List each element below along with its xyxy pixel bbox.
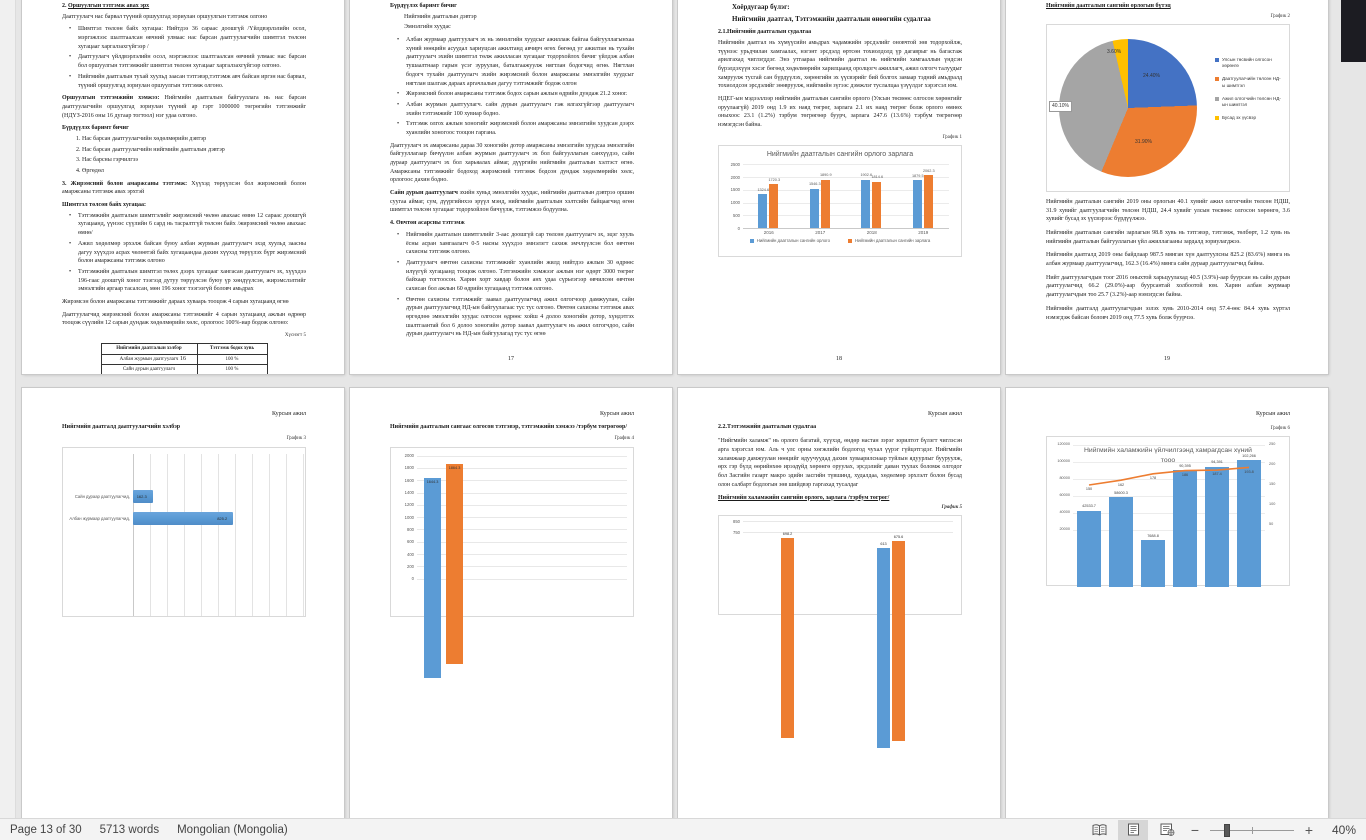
list-item: • Тэтгэмж олгох ажлын хоногийг жирэмсний болон амаржсаны эмнэлгийн хуудсан дээрх хуанлийн хоногоос тооцон гаргана.	[404, 120, 634, 137]
page-16-content	[62, 2, 306, 375]
status-bar	[0, 818, 1366, 840]
dark-corner-overlay	[1341, 0, 1366, 62]
page-22-content	[718, 410, 962, 615]
page-indicator[interactable]: Page 13 of 30	[10, 823, 82, 836]
sub-heading: 2.2.Тэтгэмжийн даатгалын судалгаа	[718, 423, 817, 430]
zoom-out-button[interactable]: −	[1190, 821, 1200, 838]
list-item: 4. Өргөдөл	[76, 168, 104, 174]
list-item: • Тэтгэмжийн даатгалын шимтгэлийг жирэмсний чөлөө авахаас өмнө 12 сараас доошгүй хугацаанд, үүнээс сүүлийн 6 сард нь тасралтгүй төлсөн байх /жирэмсний чөлөө авахаас өмнө/	[76, 212, 306, 238]
table-cell: Албан журмын даатгуулагч	[101, 354, 197, 364]
page-20-content	[62, 410, 306, 617]
sub-heading: Бүрдүүлэх баримт бичиг	[62, 125, 129, 132]
zoom-in-button[interactable]: +	[1304, 821, 1314, 838]
list-item: • Шимтгэл төлсөн байх хугацаа: Нийтдээ 36 сараас доошгүй /Үйлдвэрлэлийн осол, мэргэжлээс шалтгаалсан өвчний улмаас нас барсан даатгуулагчийн шимтгэл төлсөн хугацааг харгалзахгүйгээр /	[76, 25, 306, 51]
chapter-subheading: Нийгмийн даатгал, Тэтгэмжийн даатгалын өнөөгийн судалгаа	[732, 15, 931, 24]
sub-heading: Нийгмийн халамжийн сангийн орлого, зарлага /тэрбум төгрөг/	[718, 494, 890, 501]
table-cell: 100 %	[197, 364, 267, 374]
window-left-strip	[0, 0, 16, 818]
table-caption: Хүснэгт 5	[284, 333, 306, 338]
list-item: • Даатгуулагч өвчтөн сахисны тэтгэмжийг хуанлийн жилд нийтдээ ажлын 30 өдрөөс илүүгүй хугацаанд тооцож олгоно. Тэтгэмжийн хэмжээг ажлын нэг өдөрт 3000 төгрөг байхаар тогтоосон. Харин хорт хавдар болон анх удаа сүрьеэгээр өвчилсөн өвчтөн сахисан бол ажлын 60 өдрийн хугацаанд тэтгэмж олгоно.	[404, 259, 634, 294]
table-header-cell: Тэтгэмж бодох хувь	[197, 344, 267, 354]
section-number: 2.	[62, 3, 67, 9]
chart-caption: График 5	[941, 505, 962, 511]
list-item: • Нийгмийн даатгалын шимтгэлийг 3-аас доошгүй сар төлсөн даатгуулагч эх, эцэг хууль ёсны асран хамгаалагч 0-5 насны хүүхдээ эмнэлэгт сахиж эмчлүүлсэн бол өвчтөн сахисны тэтгэмж олгоно.	[404, 231, 634, 257]
pension-benefit-bar-chart[interactable]: 2000 1800 1600 1400 1200 1000 800 600 400 200 0 1644.3 1864.3	[390, 447, 634, 617]
chart-caption: График 3	[286, 436, 306, 442]
paragraph: Даатгуулагч нас барвал түүний оршуулгад зориулан оршуулгын тэтгэмж олгоно	[62, 13, 268, 20]
paragraph: "Нийгмийн халамж" нь орлого багатай, хүүхэд, өндөр настан зэрэг зорилтот бүлэгт чиглэсэн арга хэрэгсэл юм. Аль ч улс орны хөгжлийн бодлогод чухал үүрэг гүйцэтгэдэг. Нийгмийн халамжаар дамжуулан нөөцийг ядуучуудад дахин хуваарилснаар туйлын ядуурлыг бууруулж, өрх гэр бүлд өөрийнхөө ирээдүйд хөрөнгө оруулах, эрсдэлийг даван туулах боломж олгодог бол Засгийн газарт макро эдийн засгийн түвшинд, худалдаа, хөдөлмөр эрхлэлт болон бусад олон салбарт бодлогын зөв шийдвэр гаргахад тусалдаг	[718, 438, 962, 488]
sub-heading: Шимтгэл төлсөн байх хугацаа:	[62, 202, 146, 209]
paragraph: Нийгмийн даатгалд даатгуулагчдын эзлэх хувь 2010-2014 онд 57.4-өөс 84.4 хувь хүртэл нэмэгдэж байсан боловч 2019 онд 77.5 хувь болж буурчээ.	[1046, 305, 1290, 321]
chart-caption: График 6	[1270, 425, 1290, 431]
page-16[interactable]	[22, 0, 344, 374]
sub-heading: Бүрдүүлэх баримт бичиг	[390, 3, 457, 9]
page-22[interactable]	[678, 388, 1000, 840]
bullet-list	[76, 25, 306, 90]
table-cell: Сайн дурын даатгуулагч	[101, 364, 197, 374]
paragraph: Сайн дурын даатгуулагч эхийн хувьд эмнэлгийн хуудас, нийгмийн даатгалын дэвтрээ оршин суугаа аймаг, сум, дүүргийнхээ эрүүл мэнд, нийгмийн даатгалын хэлтсийн байцаагчид өгөн шимтгэл төлсөн хугацааг тодорхойлон бичүүлж, тэтгэмжээ бодуулна.	[390, 190, 635, 214]
list-item: 1. Нас барсан даатгуулагчийн хөдөлмөрийн дэвтэр	[76, 135, 207, 142]
running-header: Курсын ажил	[928, 411, 962, 417]
numbered-list	[62, 135, 306, 176]
paragraph: Нийгмийн даатгалд 2019 оны байдлаар 987.5 мянган хүн даатгуулсны 825.2 (83.6%) мянга нь албан журмаар даатгуулагчид, 162.3 (16.4%) мянга сайн дураар даатгуулагчид байна.	[1046, 252, 1290, 268]
list-item: 2. Нас барсан даатгуулагчийн нийгмийн даатгалын дэвтэр	[76, 146, 225, 153]
running-header: Курсын ажил	[600, 411, 634, 417]
page-number: 18	[836, 356, 842, 362]
zoom-percentage[interactable]: 40%	[1331, 822, 1356, 837]
welfare-coverage-combo-chart[interactable]: Нийгмийн халамжийн үйлчилгээнд хамрагдсан хүний тооо 120000 100000 80000 60000 40000 20000 250 200 150 100 50 42533.7 58600.3 7688.8 90,395 94,391 102,266 150 162 178 186 187.4 193.8	[1046, 436, 1290, 586]
sub-heading: Нийгмийн даатгалд даатгуулагчийн хэлбэр	[62, 423, 181, 430]
paragraph: Даатгуулагч эх амаржсаны дараа 30 хоногийн дотор амаржсаны эмнэлгийн хуудсаа эмнэлгийн байгууллагаар бичүүлэн албан журмын даатгуулагч эх бол байгууллагын санхүүдээ, сайн дураар даатгуулагч эх бол харьяалах аймаг, дүүргийн нийгмийн даатгалын хэлтэст өгнө. Амаржсаны тэтгэмжийг бодоход жирэмсний тэтгэмж бодсон дундаж хөдөлмөрийн хөлс, орлогоос дахин бодно.	[390, 142, 634, 184]
web-layout-button[interactable]	[1152, 820, 1182, 840]
list-item: • Нийгмийн даатгалын тухай хуульд заасан тэтгэвэр,тэтгэмж авч байсан иргэн нас барвал, түүний оршуулгад зориулан оршуулгын тэтгэмж олгоно.	[76, 73, 306, 90]
list-item: • Тэтгэмжийн даатгалын шимтгэл төлөх дээрх хугацааг хангасан даатгуулагч эх, хүүхдээ 196-гаас доошгүй хоног тээгээд дутуу төрүүлсэн буюу үр хөндүүлсэн, жирэмслэлтийг эмнэлгийн аргаар тасалсан, мөн 196 хоног тээгээгүй боловч амьдрах	[76, 268, 306, 294]
list-item: • Өвчтөн сахисны тэтгэмжийг заавал даатгуулагчид ажил олгогчоор дамжуулан, сайн дурын даатгуулагчид НД-ын байгуулагаас тус тус олгоно. Өвчтөн сахисны тэтгэмж авах өргөдлөө эмнэлгийн хуудас олгосон өдрөөс хойш 4 долоо хоногийн дотор, хүндэтгэх шалтгаантай бол 6 долоо хоногийн дотор заавал даатгуулагч нь ажил олгогчдоо, сайн дурын даатгуулагч нь НД-ын байгуулагад тус тус өгнө	[404, 296, 634, 339]
paragraph: Нийгмийн даатгалын сангийн 2019 оны орлогын 40.1 хувийг ажил олгогчийн төлсөн НДШ, 31.9 хувийг даатгуулагчийн төлсөн НДШ, 24.4 хувийг улсын төсвөөс олгосон хөрөнгө, 3.6 хувийг бусад эх үүсвэрээс бүрдүүлжээ.	[1046, 198, 1290, 223]
sub-heading: Нийгмийн даатгалын сангийн орлогын бүтэц	[1046, 3, 1171, 9]
page-23[interactable]	[1006, 388, 1328, 840]
income-expense-bar-chart[interactable]: Нийгмийн даатгалын сангийн орлого зарлага 0 500 1000 1500 2000 2500 2016 1324.6 1720.3 2017 1546.3 1890.9 2018 1902.6 1814.6 2019 1879.5 2062.3 Нийгмийн даатгалын сангийн орлого Нийгмийн даатгалын сангийн зарлага	[718, 145, 962, 257]
list-item: • Жирэмсний болон амаржсаны тэтгэмж бодох сарын ажлын өдрийн дундаж 21.2 хоног.	[404, 90, 634, 99]
income-structure-pie-chart[interactable]: 24.40% 31.90% 40.10% 3.60% Улсын төсвийн олгосон хөрөнгө Даатгуулагчийн төлсөн НД-ы шимтгэл Ажил олгогчийн төлсөн НД-ын шимтгэл Бусад эх үүсвэр	[1046, 24, 1290, 192]
bullet-list	[404, 231, 634, 339]
paragraph: Оршуулгын тэтгэмжийн хэмжээ: Нийгмийн даатгалын байгууллага нь нас барсан даатгуулагчийн оршуулгад зориулан түүний ар гэрт 1000000 төгрөгийн тэтгэмжийг (НДҮЗ-2016 оны 16 дугаар тогтоол) нэг удаа олгоно.	[62, 95, 306, 119]
insured-type-bar-chart[interactable]: Сайн дураар даатгуулагчид, 162.3 Албан журмаар даатгуулагчид, 825.2	[62, 447, 306, 617]
page-18-content	[718, 2, 962, 257]
paragraph: Нийгмийн даатгалын дэвтэр	[404, 13, 477, 20]
welfare-fund-bar-chart[interactable]: 850 750 698.2 613 675.6	[718, 515, 962, 615]
page-18[interactable]	[678, 0, 1000, 374]
chart-caption: График 4	[614, 436, 634, 442]
sub-heading: Нийгмийн даатгалын сангаас олгосон тэтгэвэр, тэтгэмжийн хэмжээ /тэрбум төгрөгөөр/	[390, 423, 627, 430]
paragraph-group	[1046, 198, 1290, 322]
list-item: • Даатгуулагч үйлдвэрлэлийн осол, мэргэжлээс шалтгаалсан өвчний улмаас нас барсан бол оршуулгын тэтгэмжийг шимтгэл төлсөн хугацааг харгалзахгүйгээр олгоно.	[76, 53, 306, 70]
bullet-list	[76, 212, 306, 294]
page-17[interactable]	[350, 0, 672, 374]
page-20[interactable]	[22, 388, 344, 840]
running-header: Курсын ажил	[1256, 411, 1290, 417]
paragraph: Нийгмийн даатгал нь хүмүүсийн амьдрах чадамжийн эрсдэлийг оновчтой зөв тодорхойлж, түүнээс урьдчилан хамгаалах, нэгэнт эрсдэлд өртсөн тохиолдолд үр дагаврыг нь багасгаж арилгахад чиглэгддэг. Энэ утгаараа нийгмийн даатгал нь нийгмийн хамгааллын үндсэн бүрэлдэхүүн хэсэг бөгөөд хөдөлмөрийн харилцаанд оролцогч ажиллагч, ажил олгогч талуудыг хамруулж тусгай сан бүрдүүлэх, хөрөнгийн эх үүсвэрийг бий болгох замаар тэдний амьдралд тохиолдсон эрсдэлийг зөөвруулж, нийгмийн зүгээс дэмжлэг туслалцаа үзүүлдэг хэрэгсэл юм.	[718, 39, 962, 90]
paragraph: 3. Жирэмсний болон амаржсаны тэтгэмж: Хүүхэд төрүүлсэн бол жирэмсний болон амаржсаны тэтгэмж авах эрхтэй	[62, 180, 306, 196]
section-heading: Оршуулгын тэтгэмж авах эрх	[68, 3, 150, 9]
web-layout-icon	[1160, 823, 1175, 836]
read-mode-button[interactable]	[1084, 820, 1114, 840]
list-item: 3. Нас барсны гэрчилгээ	[76, 157, 139, 164]
chart-caption: График 1	[942, 134, 962, 140]
print-layout-icon	[1127, 823, 1140, 836]
page-17-content	[390, 2, 634, 339]
language-indicator[interactable]: Mongolian (Mongolia)	[177, 823, 288, 836]
table-header-cell: Нийгмийн даатгалын хэлбэр	[101, 344, 197, 354]
table-row	[101, 364, 267, 374]
sub-heading: 4. Өвчтөн асарсны тэтгэмж	[390, 220, 465, 227]
paragraph: Нийгмийн даатгалын сангийн зарлагын 98.8 хувь нь тэтгэвэр, тэтгэмж, төлбөрт, 1.2 хувь нь нийгмийн даатгалын байгууллагын үйл ажиллагааны зардалд зориулагджээ.	[1046, 230, 1290, 245]
word-count[interactable]: 5713 words	[99, 823, 160, 836]
paragraph: НДЕГ-ын мэдээллээр нийгмийн даатгалын сангийн орлого (Улсын төсвөөс олгосон хөрөнгийг оруулаагүй) 2019 онд 1.9 их наяд төгрөг, зарлага 2.1 их наяд төгрөг болж орлого өмнөх оныхоос 23.1 (1.2%) тэрбум төгрөгөөр буурч, зарлага 247.6 (13.6%) тэрбум төгрөгөөр нэмэгдсэн байна.	[718, 96, 962, 129]
page-number: 19	[1164, 356, 1170, 362]
chart-caption: График 2	[1270, 13, 1290, 19]
zoom-slider-thumb[interactable]	[1224, 824, 1230, 837]
zoom-slider[interactable]	[1210, 820, 1294, 840]
paragraph: Эмнэлгийн хуудас	[404, 24, 451, 31]
zoom-slider-midpoint	[1252, 827, 1253, 834]
list-item: • Ажил хөдөлмөр эрхэлж байсан буюу албан журмын даатгуулагч эхэд хуульд заасны дагуу хүүхдээ асрах чөлөөтэй байх хугацаандаа дахин хүүхэд төрүүлэх бүрт жирэмсний болон амаржсаны тэтгэмж олгоно	[76, 240, 306, 266]
bullet-list	[404, 36, 634, 138]
paragraph: Жирэмсэн болон амаржсаны тэтгэмжийг дараах хуваарь тооцож 4 сарын хугацаанд өгнө	[62, 298, 289, 305]
page-23-content	[1046, 410, 1290, 586]
read-mode-icon	[1092, 824, 1107, 836]
status-bar-left	[0, 824, 288, 836]
running-header: Курсын ажил	[272, 411, 306, 417]
list-item: • Албан журмын даатгуулагч. сайн дурын даатгуулагч гэж ялгахгүйгээр даатгуулагч эхийн тэтгэмжийг 100 хувиар бодно.	[404, 101, 634, 118]
list-item: • Албан журмаар даатгуулагч эх нь эмнэлгийн хуудсыг ажиллаж байгаа байгууллагынхаа хүний нөөцийн асуудал хариуцсан ажилтанд авчирч өгөх бөгөөд уг ажилтан нь тухайн даатгуулагч эхийн шимтгэл төлж ажилласан хугацааг тодорхойлох бичиг үйлдэж албан тушаалтнаар гарын үсэг зуруулан, баталгаажуулж нягтлан бодогчид өгнө. Нягтлан бодогч тухайн даатгуулагч эхийн жирэмсний болон амаржсаны эмнэлгийн хуудсыг нягтлан шалгаж дараах аргачлалын дагуу тэтгэмжийг бодож олгон	[404, 36, 634, 88]
table-cell: 100 %	[197, 354, 267, 364]
page-21-content	[390, 410, 634, 617]
page-21[interactable]	[350, 388, 672, 840]
print-layout-button[interactable]	[1118, 820, 1148, 840]
page-19-content	[1046, 2, 1290, 322]
paragraph: Нийт даатгуулагчдын тоог 2016 оныхтой харьцуулахад 40.5 (3.9%)-аар буурсан нь сайн дурын даатгуулагчид 66.2 (29.0%)-аар буурсантай холбоотой юм. Харин албан журмаар даатгуулагчдын тоо 25.7 (3.2%)-аар нэмэгдсэн байна.	[1046, 274, 1290, 299]
page-number: 17	[508, 356, 514, 362]
page-19[interactable]	[1006, 0, 1328, 374]
paragraph: Даатгуулагчид жирэмсний болон амаржсаны тэтгэмжийг 4 сарын хугацаанд ажлын өдрөөр тооцож сүүлийн 12 сарын дундаж хөдөлмөрийн хөлс, орлогоос 100%-иар бодож олгоно:	[62, 311, 306, 327]
status-bar-right	[1084, 820, 1366, 840]
page-number: 16	[180, 356, 186, 362]
sub-heading: 2.1.Нийгмийн даатгалын судалгаа	[718, 29, 812, 36]
chapter-heading: Хоёрдугаар бүлэг:	[732, 3, 790, 11]
